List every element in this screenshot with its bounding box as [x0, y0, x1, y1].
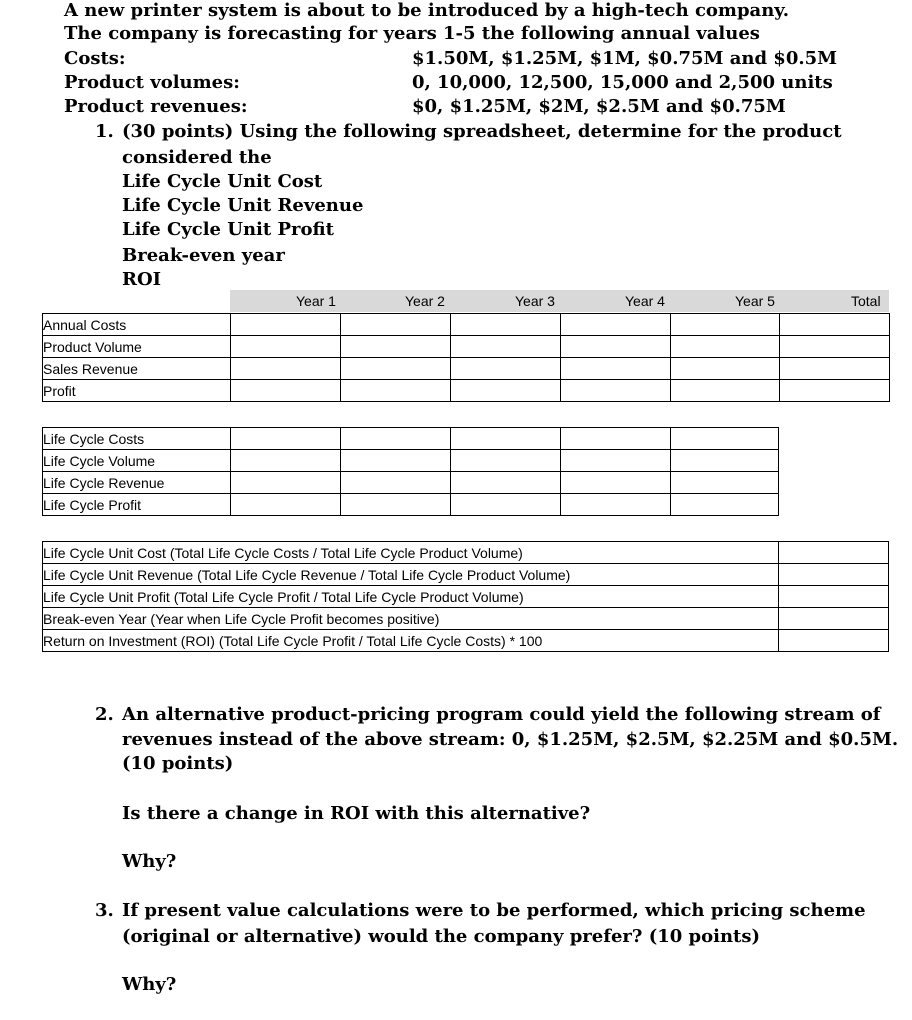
- input-cell[interactable]: [671, 494, 779, 516]
- q1-line-2: considered the: [122, 147, 272, 168]
- q1-number: 1.: [95, 121, 114, 142]
- unit-metrics-table: [42, 541, 779, 652]
- input-cell[interactable]: [231, 472, 341, 494]
- input-cell[interactable]: [231, 428, 341, 450]
- q1-item: Life Cycle Unit Profit: [122, 219, 334, 240]
- input-cell[interactable]: [341, 494, 451, 516]
- input-cell[interactable]: [451, 472, 561, 494]
- costs-label: Costs:: [64, 48, 126, 69]
- table-row: [43, 450, 779, 472]
- input-cell[interactable]: [341, 472, 451, 494]
- row-label-life-cycle-volume: Life Cycle Volume: [43, 450, 231, 472]
- input-cell[interactable]: [780, 380, 890, 402]
- input-cell[interactable]: [231, 380, 341, 402]
- input-cell[interactable]: [561, 494, 671, 516]
- input-cell[interactable]: [561, 380, 671, 402]
- q2-number: 2.: [95, 704, 114, 725]
- input-cell[interactable]: [451, 428, 561, 450]
- intro-line-2: The company is forecasting for years 1-5 the following annual values: [64, 23, 760, 44]
- row-label-sales-revenue: Sales Revenue: [43, 358, 231, 380]
- q2-why: Why?: [122, 851, 177, 872]
- input-cell[interactable]: [671, 314, 780, 336]
- q2-line-2: revenues instead of the above stream: 0, $1.25M, $2.5M, $2.25M and $0.5M.: [122, 729, 899, 750]
- q3-line-1: If present value calculations were to be performed, which pricing scheme: [122, 900, 866, 921]
- q1-item: ROI: [122, 269, 162, 290]
- metric-roi: Return on Investment (ROI) (Total Life Cycle Profit / Total Life Cycle Costs) * 100: [43, 630, 779, 652]
- input-cell[interactable]: [231, 494, 341, 516]
- header-year-5: Year 5: [735, 293, 775, 309]
- input-cell[interactable]: [451, 494, 561, 516]
- header-year-2: Year 2: [405, 293, 445, 309]
- answer-cell[interactable]: [779, 542, 889, 564]
- row-label-life-cycle-revenue: Life Cycle Revenue: [43, 472, 231, 494]
- input-cell[interactable]: [671, 450, 779, 472]
- header-year-3: Year 3: [515, 293, 555, 309]
- input-cell[interactable]: [451, 336, 561, 358]
- input-cell[interactable]: [561, 314, 671, 336]
- row-label-profit: Profit: [43, 380, 231, 402]
- input-cell[interactable]: [671, 336, 780, 358]
- volumes-value: 0, 10,000, 12,500, 15,000 and 2,500 units: [412, 72, 833, 93]
- table-row: [43, 428, 779, 450]
- input-cell[interactable]: [561, 336, 671, 358]
- q2-line-1: An alternative product-pricing program could yield the following stream of: [122, 704, 881, 725]
- metric-unit-revenue: Life Cycle Unit Revenue (Total Life Cycle Revenue / Total Life Cycle Product Volume): [43, 564, 779, 586]
- unit-metrics-answer-column: [778, 541, 889, 652]
- input-cell[interactable]: [231, 450, 341, 472]
- table-row: [43, 380, 890, 402]
- input-cell[interactable]: [780, 336, 890, 358]
- table-row: [43, 494, 779, 516]
- answer-cell[interactable]: [779, 608, 889, 630]
- input-cell[interactable]: [561, 358, 671, 380]
- input-cell[interactable]: [671, 380, 780, 402]
- input-cell[interactable]: [341, 428, 451, 450]
- revenues-value: $0, $1.25M, $2M, $2.5M and $0.75M: [412, 96, 786, 117]
- row-label-life-cycle-costs: Life Cycle Costs: [43, 428, 231, 450]
- input-cell[interactable]: [341, 450, 451, 472]
- life-cycle-table: [42, 427, 779, 516]
- q3-why: Why?: [122, 974, 177, 995]
- input-cell[interactable]: [451, 450, 561, 472]
- answer-cell[interactable]: [779, 630, 889, 652]
- table-row: [43, 314, 890, 336]
- metric-break-even-year: Break-even Year (Year when Life Cycle Profit becomes positive): [43, 608, 779, 630]
- q1-line-1: (30 points) Using the following spreadsheet, determine for the product: [122, 121, 842, 142]
- volumes-label: Product volumes:: [64, 72, 240, 93]
- metric-unit-profit: Life Cycle Unit Profit (Total Life Cycle Profit / Total Life Cycle Product Volume): [43, 586, 779, 608]
- table-row: [43, 336, 890, 358]
- metric-unit-cost: Life Cycle Unit Cost (Total Life Cycle Costs / Total Life Cycle Product Volume): [43, 542, 779, 564]
- input-cell[interactable]: [341, 358, 451, 380]
- q2-question: Is there a change in ROI with this alternative?: [122, 803, 591, 824]
- input-cell[interactable]: [561, 472, 671, 494]
- answer-cell[interactable]: [779, 586, 889, 608]
- table-row: [43, 472, 779, 494]
- input-cell[interactable]: [671, 428, 779, 450]
- input-cell[interactable]: [231, 314, 341, 336]
- table-row: [43, 586, 779, 608]
- header-total: Total: [851, 293, 881, 309]
- table-row: [43, 608, 779, 630]
- input-cell[interactable]: [561, 450, 671, 472]
- input-cell[interactable]: [451, 314, 561, 336]
- input-cell[interactable]: [451, 358, 561, 380]
- row-label-product-volume: Product Volume: [43, 336, 231, 358]
- row-label-annual-costs: Annual Costs: [43, 314, 231, 336]
- costs-value: $1.50M, $1.25M, $1M, $0.75M and $0.5M: [412, 48, 838, 69]
- intro-line-1: A new printer system is about to be introduced by a high-tech company.: [64, 0, 789, 21]
- input-cell[interactable]: [780, 358, 890, 380]
- header-year-4: Year 4: [625, 293, 665, 309]
- table-row: [43, 630, 779, 652]
- q3-line-2: (original or alternative) would the company prefer? (10 points): [122, 926, 761, 947]
- input-cell[interactable]: [341, 336, 451, 358]
- q1-item: Break-even year: [122, 245, 285, 266]
- q3-number: 3.: [95, 900, 114, 921]
- input-cell[interactable]: [341, 314, 451, 336]
- row-label-life-cycle-profit: Life Cycle Profit: [43, 494, 231, 516]
- answer-cell[interactable]: [779, 564, 889, 586]
- input-cell[interactable]: [451, 380, 561, 402]
- table-row: [43, 542, 779, 564]
- table-row: [43, 564, 779, 586]
- header-year-1: Year 1: [296, 293, 336, 309]
- q1-item: Life Cycle Unit Revenue: [122, 195, 364, 216]
- input-cell[interactable]: [671, 472, 779, 494]
- q1-item: Life Cycle Unit Cost: [122, 171, 323, 192]
- annual-values-table: [42, 313, 890, 402]
- input-cell[interactable]: [671, 358, 780, 380]
- input-cell[interactable]: [561, 428, 671, 450]
- q2-line-3: (10 points): [122, 753, 234, 774]
- input-cell[interactable]: [231, 336, 341, 358]
- table-row: [43, 358, 890, 380]
- input-cell[interactable]: [231, 358, 341, 380]
- revenues-label: Product revenues:: [64, 96, 248, 117]
- input-cell[interactable]: [341, 380, 451, 402]
- input-cell[interactable]: [780, 314, 890, 336]
